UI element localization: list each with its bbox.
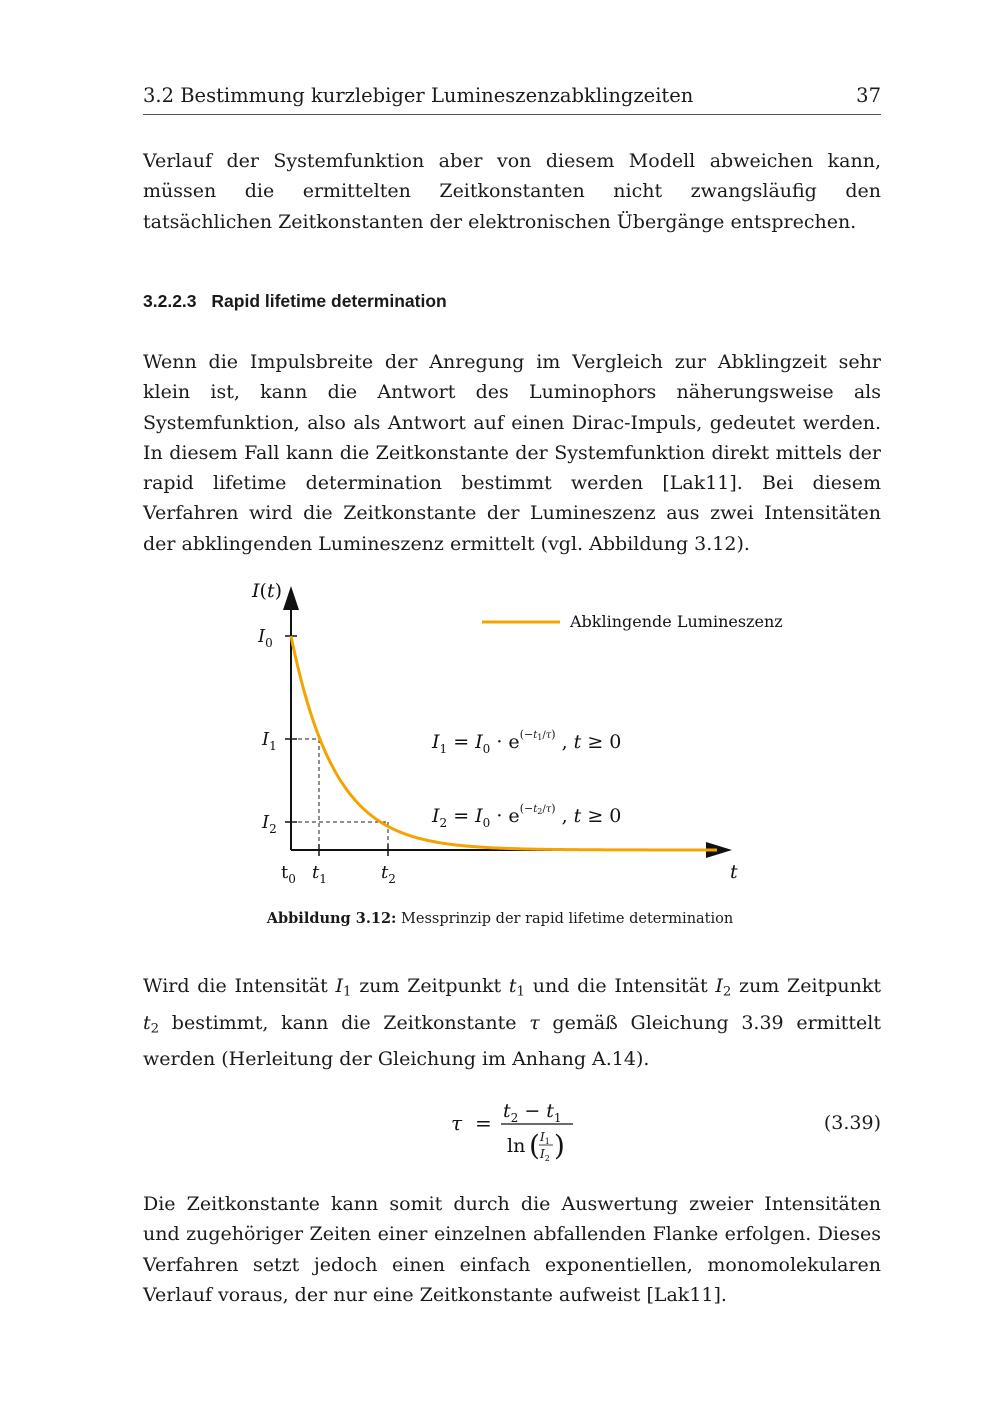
tick-i0: $I_0$ bbox=[258, 626, 273, 650]
equation-i2: $I_2 = I_0 \cdot e^{(-}t2/\tau$) , t ≥ 0 bbox=[432, 802, 622, 830]
decay-figure bbox=[240, 572, 800, 890]
page-header bbox=[143, 84, 881, 115]
section-heading bbox=[143, 291, 447, 312]
svg-text:I1: $I_1$ bbox=[540, 1130, 550, 1146]
svg-text:t2 − t1: $t_2 - t_1$ bbox=[503, 1100, 562, 1125]
svg-text:): ) bbox=[554, 1129, 565, 1162]
caption-label: Abbildung 3.12: bbox=[266, 910, 397, 927]
section-title: Rapid lifetime determination bbox=[211, 291, 447, 311]
equation-number: (3.39) bbox=[823, 1112, 881, 1134]
paragraph-3: Wird die Intensität $I_1$ zum Zeitpunkt $t_1$ und die Intensität $I_2$ zum Zeitpunkt $t_2$ bestimmt, kann die Zeitkonstante τ gemäß Gleichung 3.39 ermittelt werden (Herleitung der Gleichung im Anhang A.14). bbox=[143, 975, 882, 1071]
paragraph-1: Verlauf der Systemfunktion aber von diesem Modell abweichen kann, müssen die ermittelten Zeitkonstanten nicht zwangsläufig den tatsächlichen Zeitkonstanten der elektronischen Übergänge entsprechen. bbox=[143, 150, 881, 233]
equation-3-39 bbox=[143, 1092, 881, 1172]
svg-text:I2: $I_2$ bbox=[540, 1147, 550, 1163]
svg-text:ln: ln bbox=[507, 1135, 526, 1157]
tick-i2: $I_2$ bbox=[262, 812, 277, 836]
section-number: 3.2.2.3 bbox=[143, 291, 197, 311]
svg-text:=: = bbox=[475, 1111, 492, 1135]
y-axis-label: I(t) bbox=[252, 580, 282, 602]
x-axis-label: t bbox=[730, 861, 738, 883]
figure-caption bbox=[0, 910, 1000, 927]
legend-label: Abklingende Lumineszenz bbox=[570, 612, 783, 631]
page-number: 37 bbox=[856, 84, 881, 107]
svg-text:τ: τ bbox=[451, 1111, 463, 1135]
tick-t1: $t_1$ bbox=[312, 862, 327, 886]
equation-formula bbox=[443, 1092, 593, 1172]
tick-t0: $t_0$ bbox=[281, 862, 296, 886]
caption-text: Messprinzip der rapid lifetime determination bbox=[396, 911, 734, 927]
paragraph-4: Die Zeitkonstante kann somit durch die Auswertung zweier Intensitäten und zugehöriger Zeiten einer einzelnen abfallenden Flanke erfolgen. Dieses Verfahren setzt jedoch einen einfach exponentiellen, monomolekularen Verlauf voraus, der nur eine Zeitkonstante aufweist [Lak11]. bbox=[143, 1193, 881, 1306]
equation-i1: $I_1 = I_0 \cdot e^{(-}t1/\tau$) , t ≥ 0 bbox=[432, 728, 622, 756]
svg-text:(: ( bbox=[529, 1129, 540, 1162]
tick-i1: $I_1$ bbox=[262, 729, 277, 753]
tick-t2: $t_2$ bbox=[381, 862, 396, 886]
running-title: 3.2 Bestimmung kurzlebiger Lumineszenzabklingzeiten bbox=[143, 84, 694, 107]
paragraph-2: Wenn die Impulsbreite der Anregung im Vergleich zur Abklingzeit sehr klein ist, kann die Antwort des Luminophors näherungsweise als Systemfunktion, also als Antwort auf einen Dirac-Impuls, gedeutet werden. In diesem Fall kann die Zeitkonstante der Systemfunktion direkt mittels der rapid lifetime determination bestimmt werden [Lak11]. Bei diesem Verfahren wird die Zeitkonstante der Lumineszenz aus zwei Intensitäten der abklingenden Lumineszenz ermittelt (vgl. Abbildung 3.12). bbox=[143, 351, 881, 555]
y-axis-arrow bbox=[283, 586, 299, 610]
